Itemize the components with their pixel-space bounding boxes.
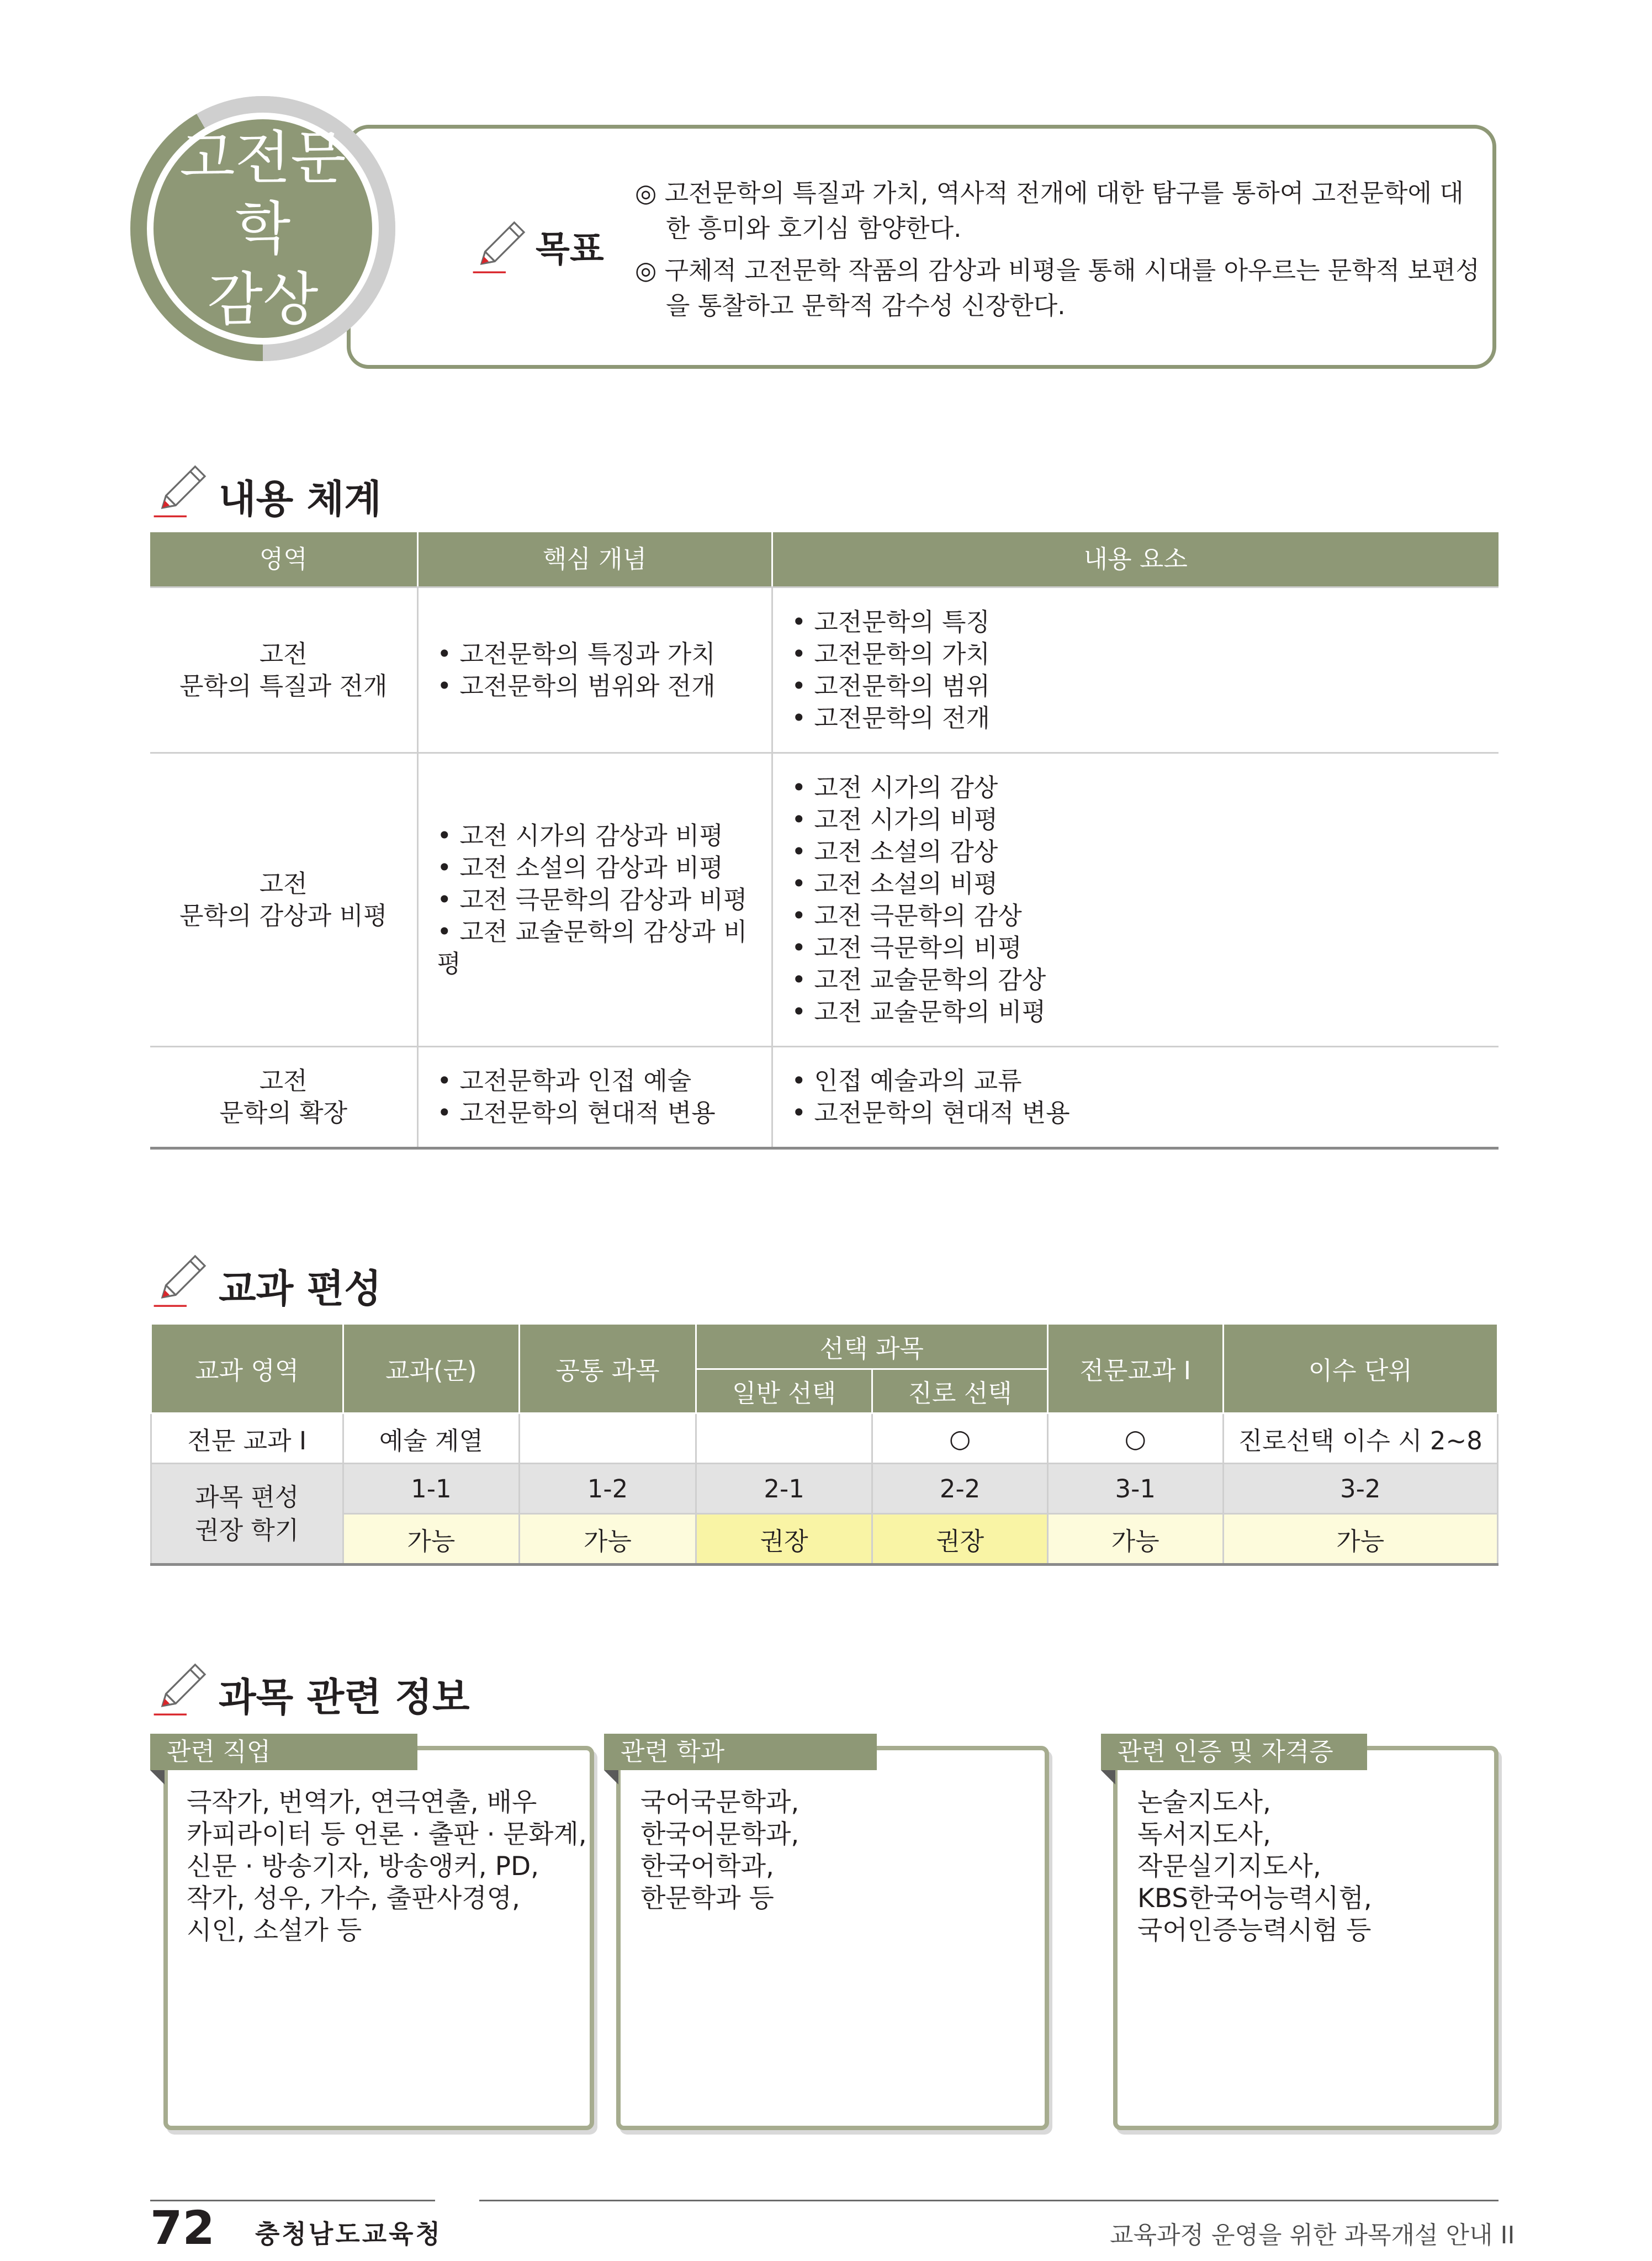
table-row bbox=[151, 1413, 1498, 1464]
subject-title-badge bbox=[153, 119, 372, 338]
semester-cell: 3-1 bbox=[1047, 1464, 1223, 1514]
goal-label: 목표 bbox=[536, 229, 604, 270]
area-cell: 고전 문학의 확장 bbox=[150, 1047, 417, 1148]
pencil-icon bbox=[469, 216, 530, 277]
semester-cell: 1-2 bbox=[520, 1464, 696, 1514]
cell-units: 진로선택 이수 시 2~8 bbox=[1223, 1413, 1497, 1464]
office-name: 충청남도교육청 bbox=[255, 2219, 443, 2249]
tab-fold bbox=[1101, 1770, 1115, 1785]
guide-title: 교육과정 운영을 위한 과목개설 안내 II bbox=[1110, 2221, 1515, 2249]
recommendation-cell: 가능 bbox=[520, 1514, 696, 1565]
cell-career: ○ bbox=[872, 1413, 1048, 1464]
semester-row bbox=[151, 1464, 1498, 1514]
page-number: 72 bbox=[150, 2201, 215, 2255]
header-content-elements: 내용 요소 bbox=[772, 532, 1499, 587]
element-cell: • 인접 예술과의 교류 • 고전문학의 현대적 변용 bbox=[772, 1047, 1499, 1148]
recommendation-cell: 가능 bbox=[1223, 1514, 1497, 1565]
area-cell: 고전 문학의 감상과 비평 bbox=[150, 753, 417, 1047]
recommendation-cell: 가능 bbox=[343, 1514, 520, 1565]
table-row bbox=[150, 1047, 1499, 1148]
pencil-icon bbox=[150, 1250, 211, 1311]
area-cell: 고전 문학의 특질과 전개 bbox=[150, 587, 417, 753]
header-elective-course: 선택 과목 bbox=[696, 1324, 1047, 1369]
semester-cell: 1-1 bbox=[343, 1464, 520, 1514]
pencil-icon bbox=[150, 460, 211, 521]
recommendation-cell: 권장 bbox=[872, 1514, 1048, 1565]
header-career-elective: 진로 선택 bbox=[872, 1369, 1048, 1413]
related-departments-tab: 관련 학과 bbox=[604, 1734, 877, 1770]
concept-cell: • 고전문학의 특징과 가치 • 고전문학의 범위와 전개 bbox=[417, 587, 772, 753]
recommendation-cell: 권장 bbox=[696, 1514, 872, 1565]
recommendation-cell: 가능 bbox=[1047, 1514, 1223, 1565]
pencil-icon bbox=[150, 1659, 211, 1719]
semester-cell: 2-1 bbox=[696, 1464, 872, 1514]
header-credit-units: 이수 단위 bbox=[1223, 1324, 1497, 1413]
related-jobs-tab: 관련 직업 bbox=[150, 1734, 417, 1770]
header-general-elective: 일반 선택 bbox=[696, 1369, 872, 1413]
semester-cell: 2-2 bbox=[872, 1464, 1048, 1514]
related-departments-list: 국어국문학과, 한국어문학과, 한국어학과, 한문학과 등 bbox=[640, 1787, 799, 1914]
cell-specialized: ○ bbox=[1047, 1413, 1223, 1464]
cell-area: 전문 교과 I bbox=[151, 1413, 343, 1464]
table-header-row bbox=[150, 532, 1499, 587]
header-core-concept: 핵심 개념 bbox=[417, 532, 772, 587]
concept-cell: • 고전문학과 인접 예술 • 고전문학의 현대적 변용 bbox=[417, 1047, 772, 1148]
element-cell: • 고전문학의 특징 • 고전문학의 가치 • 고전문학의 범위 • 고전문학의 전개 bbox=[772, 587, 1499, 753]
semester-label-cell: 과목 편성 권장 학기 bbox=[151, 1464, 343, 1565]
cell-group: 예술 계열 bbox=[343, 1413, 520, 1464]
related-certificates-list: 논술지도사, 독서지도사, 작문실기지도사, KBS한국어능력시험, 국어인증능력시험 등 bbox=[1137, 1787, 1372, 1946]
header-specialized: 전문교과 I bbox=[1047, 1324, 1223, 1413]
related-jobs-list: 극작가, 번역가, 연극연출, 배우 카피라이터 등 언론 · 출판 · 문화계, 신문 · 방송기자, 방송앵커, PD, 작가, 성우, 가수, 출판사경영, 시인, 소설가 등 bbox=[187, 1787, 587, 1946]
cell-common bbox=[520, 1413, 696, 1464]
cell-general bbox=[696, 1413, 872, 1464]
header-subject-area: 교과 영역 bbox=[151, 1324, 343, 1413]
section-title-content-system: 내용 체계 bbox=[219, 476, 382, 522]
goal-list bbox=[635, 176, 1480, 330]
related-certificates-tab: 관련 인증 및 자격증 bbox=[1101, 1734, 1367, 1770]
header-subject-group: 교과(군) bbox=[343, 1324, 520, 1413]
goal-item-1: ◎ 고전문학의 특질과 가치, 역사적 전개에 대한 탐구를 통하여 고전문학에 대한 흥미와 호기심 함양한다. bbox=[635, 178, 1464, 243]
recommendation-row bbox=[151, 1514, 1498, 1565]
content-system-table bbox=[150, 532, 1499, 1150]
semester-cell: 3-2 bbox=[1223, 1464, 1497, 1514]
element-cell: • 고전 시가의 감상 • 고전 시가의 비평 • 고전 소설의 감상 • 고전 소설의 비평 • 고전 극문학의 감상 • 고전 극문학의 비평 • 고전 교술문학의 감상 • 고전 교술문학의 비평 bbox=[772, 753, 1499, 1047]
concept-cell: • 고전 시가의 감상과 비평 • 고전 소설의 감상과 비평 • 고전 극문학의 감상과 비평 • 고전 교술문학의 감상과 비평 bbox=[417, 753, 772, 1047]
table-header-row bbox=[151, 1324, 1498, 1369]
curriculum-table bbox=[150, 1323, 1499, 1566]
goal-item-2: ◎ 구체적 고전문학 작품의 감상과 비평을 통해 시대를 아우르는 문학적 보편성을 통찰하고 문학적 감수성 신장한다. bbox=[635, 256, 1480, 320]
header-common-course: 공통 과목 bbox=[520, 1324, 696, 1413]
table-row bbox=[150, 587, 1499, 753]
tab-fold bbox=[604, 1770, 618, 1785]
section-title-curriculum: 교과 편성 bbox=[219, 1266, 382, 1311]
tab-fold bbox=[150, 1770, 165, 1785]
table-row bbox=[150, 753, 1499, 1047]
header-area: 영역 bbox=[150, 532, 417, 587]
subject-title-line2: 감상 bbox=[207, 266, 319, 333]
footer-divider-right bbox=[479, 2200, 1499, 2201]
subject-title-line1: 고전문학 bbox=[179, 124, 346, 262]
section-title-related-info: 과목 관련 정보 bbox=[219, 1675, 470, 1720]
